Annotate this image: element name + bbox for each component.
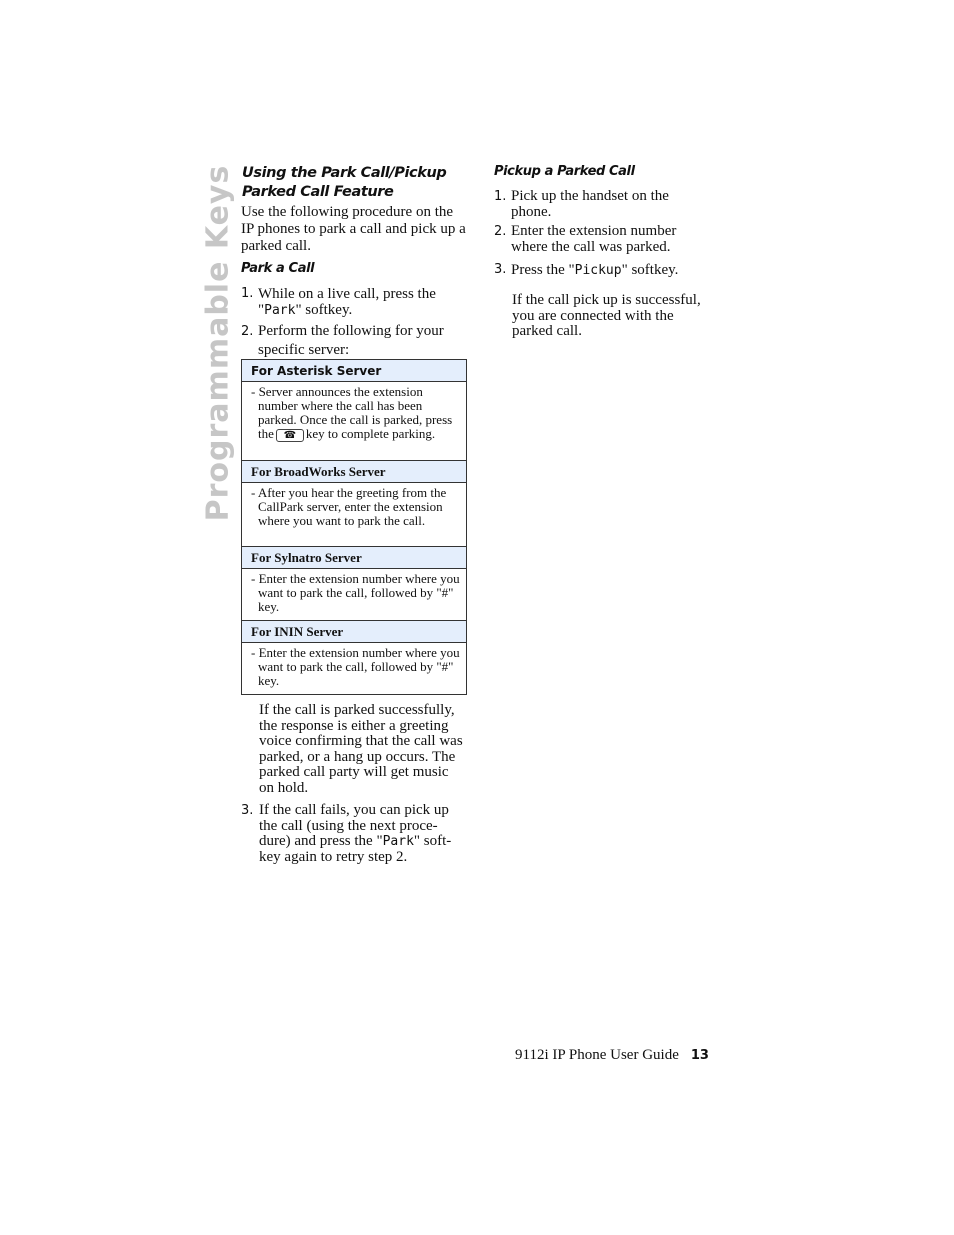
server-body-sylnatro: - Enter the extension number where you want to park the call, followed by "#" key. xyxy=(242,569,467,621)
step-text: Perform the following for your specific server: xyxy=(258,323,444,358)
park-softkey-label: Park xyxy=(382,834,414,849)
step-number: 3. xyxy=(241,803,254,818)
feature-heading: Using the Park Call/Pickup Parked Call Feature xyxy=(242,165,447,200)
step-text: While on a live call, press the "Park" softkey. xyxy=(258,286,436,318)
server-header-broadworks: For BroadWorks Server xyxy=(242,461,467,483)
server-body-asterisk: - Server announces the extension number where the call has been parked. Once the call is parked, press the ☎ key to complete parking. xyxy=(242,382,467,461)
section-sidebar-title-text: Programmable Keys xyxy=(200,164,236,522)
park-softkey-label: Park xyxy=(264,303,296,318)
server-header-sylnatro: For Sylnatro Server xyxy=(242,547,467,569)
page-footer xyxy=(515,1047,709,1064)
step-number: 3. xyxy=(494,262,507,277)
server-body-broadworks: - After you hear the greeting from the CallPark server, enter the extension where you want to park the call. xyxy=(242,483,467,547)
park-call-heading: Park a Call xyxy=(241,261,315,276)
pickup-softkey-label: Pickup xyxy=(574,263,622,278)
step-number: 1. xyxy=(494,189,507,204)
step-number: 2. xyxy=(241,324,254,339)
pickup-heading: Pickup a Parked Call xyxy=(494,164,635,179)
server-instructions-table xyxy=(241,359,467,695)
server-body-inin: - Enter the extension number where you want to park the call, followed by "#" key. xyxy=(242,643,467,695)
step-text: Enter the extension number where the call was parked. xyxy=(511,223,677,255)
step-number: 2. xyxy=(494,224,507,239)
step-text: Press the "Pickup" softkey. xyxy=(511,262,679,278)
server-header-inin: For ININ Server xyxy=(242,621,467,643)
pickup-success-note: If the call pick up is successful, you are connected with the parked call. xyxy=(512,292,701,339)
guide-title: 9112i IP Phone User Guide xyxy=(515,1047,679,1063)
step-text: If the call fails, you can pick up the call (using the next proce-dure) and press the "Park" soft-key again to retry step 2. xyxy=(259,802,452,865)
server-header-asterisk: For Asterisk Server xyxy=(242,360,467,382)
handset-key-icon: ☎ xyxy=(276,429,304,442)
page-number: 13 xyxy=(690,1048,709,1063)
park-success-note: If the call is parked successfully, the response is either a greeting voice confirming that the call was parked, or a hang up occurs. The parked call party will get music on hold. xyxy=(259,702,463,796)
step-number: 1. xyxy=(241,286,254,301)
intro-paragraph: Use the following procedure on the IP phones to park a call and pick up a parked call. xyxy=(241,204,466,254)
step-text: Pick up the handset on the phone. xyxy=(511,188,669,220)
